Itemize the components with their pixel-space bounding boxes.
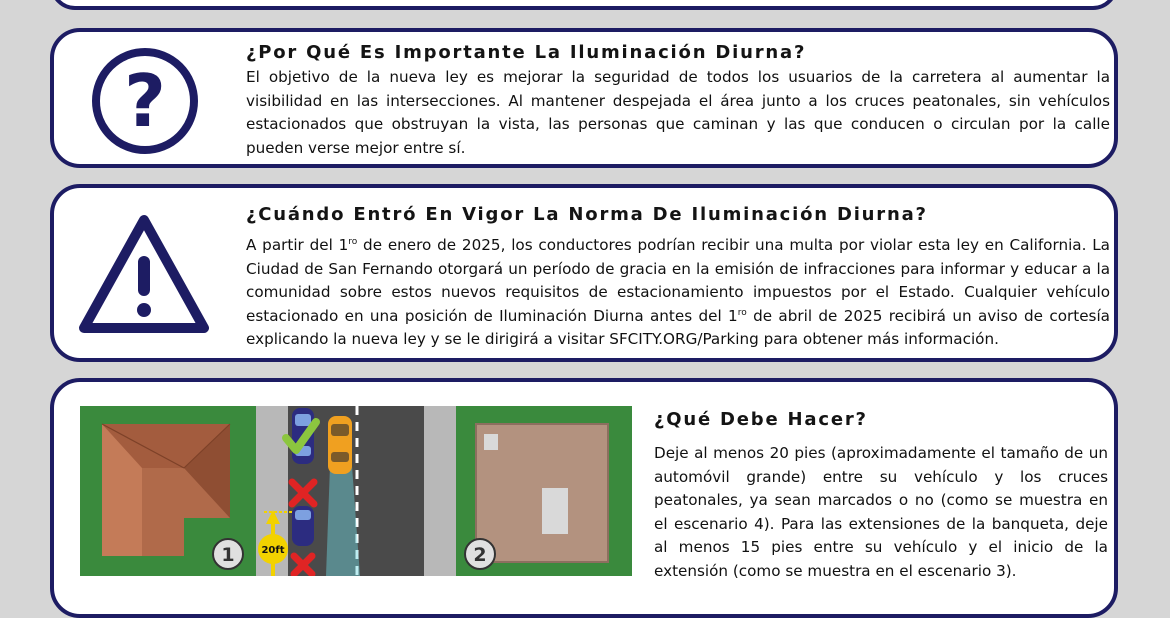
- scenario-1-label: 1: [221, 544, 235, 566]
- when-heading: ¿Cuándo Entró En Vigor La Norma De Iluminación Diurna?: [246, 204, 928, 225]
- when-body-text: [246, 234, 1110, 352]
- house-right-garage: [542, 488, 568, 534]
- what-card: [50, 378, 1118, 618]
- house-right-window: [484, 434, 498, 450]
- when-text-part-2: de enero de 2025, los conductores podrían recibir una multa por violar esta ley en California. La Ciudad de San Fernando otorgará un período de gracia en la emisión de infracciones para informar y educar a la comunidad sobre estos nuevos requisitos de estacionamiento impuestos por el Estado. Cualquier vehículo estacionado en una posición de Iluminación Diurna antes del 1: [246, 236, 1110, 325]
- when-text-part-3: de abril de 2025 recibirá un aviso de cortesía explicando la nueva ley y se le dirigirá a visitar SFCITY.ORG/Parking para obtener más información.: [246, 306, 1110, 348]
- ordinal-superscript: ro: [348, 236, 358, 247]
- distance-label: 20ft: [261, 545, 285, 556]
- question-circle-icon: [90, 46, 200, 156]
- ordinal-superscript: ro: [737, 307, 747, 318]
- why-card: [50, 28, 1118, 168]
- why-body-text: El objetivo de la nueva ley es mejorar la seguridad de todos los usuarios de la carretera al aumentar la visibilidad en las intersecciones. Al mantener despejada el área junto a los cruces peatonales, sin vehículos estacionados que obstruyan la vista, las personas que caminan y las que conducen o circulan por la calle pueden verse mejor entre sí.: [246, 68, 1110, 157]
- what-body-text: Deje al menos 20 pies (aproximadamente el tamaño de un automóvil grande) entre su vehículo y los cruces peatonales, ya sean marcados o no (como se muestra en el escenario 4). Para las extensiones de la banqueta, deje al menos 15 pies entre su vehículo y el inicio de la extensión (como se muestra en el escenario 3).: [654, 444, 1108, 580]
- when-card: [50, 184, 1118, 362]
- previous-section-card: [50, 0, 1118, 10]
- scenario-2-label: 2: [473, 544, 487, 566]
- moving-car-orange: [328, 416, 352, 474]
- sidewalk-right: [424, 406, 456, 576]
- when-text-part-1: A partir del 1: [246, 236, 349, 254]
- svg-text:?: ?: [124, 59, 166, 143]
- what-heading: ¿Qué Debe Hacer?: [654, 409, 868, 430]
- parking-scenario-diagram: [80, 406, 632, 576]
- why-heading: ¿Por Qué Es Importante La Iluminación Diurna?: [246, 42, 807, 63]
- warning-triangle-icon: [76, 212, 212, 336]
